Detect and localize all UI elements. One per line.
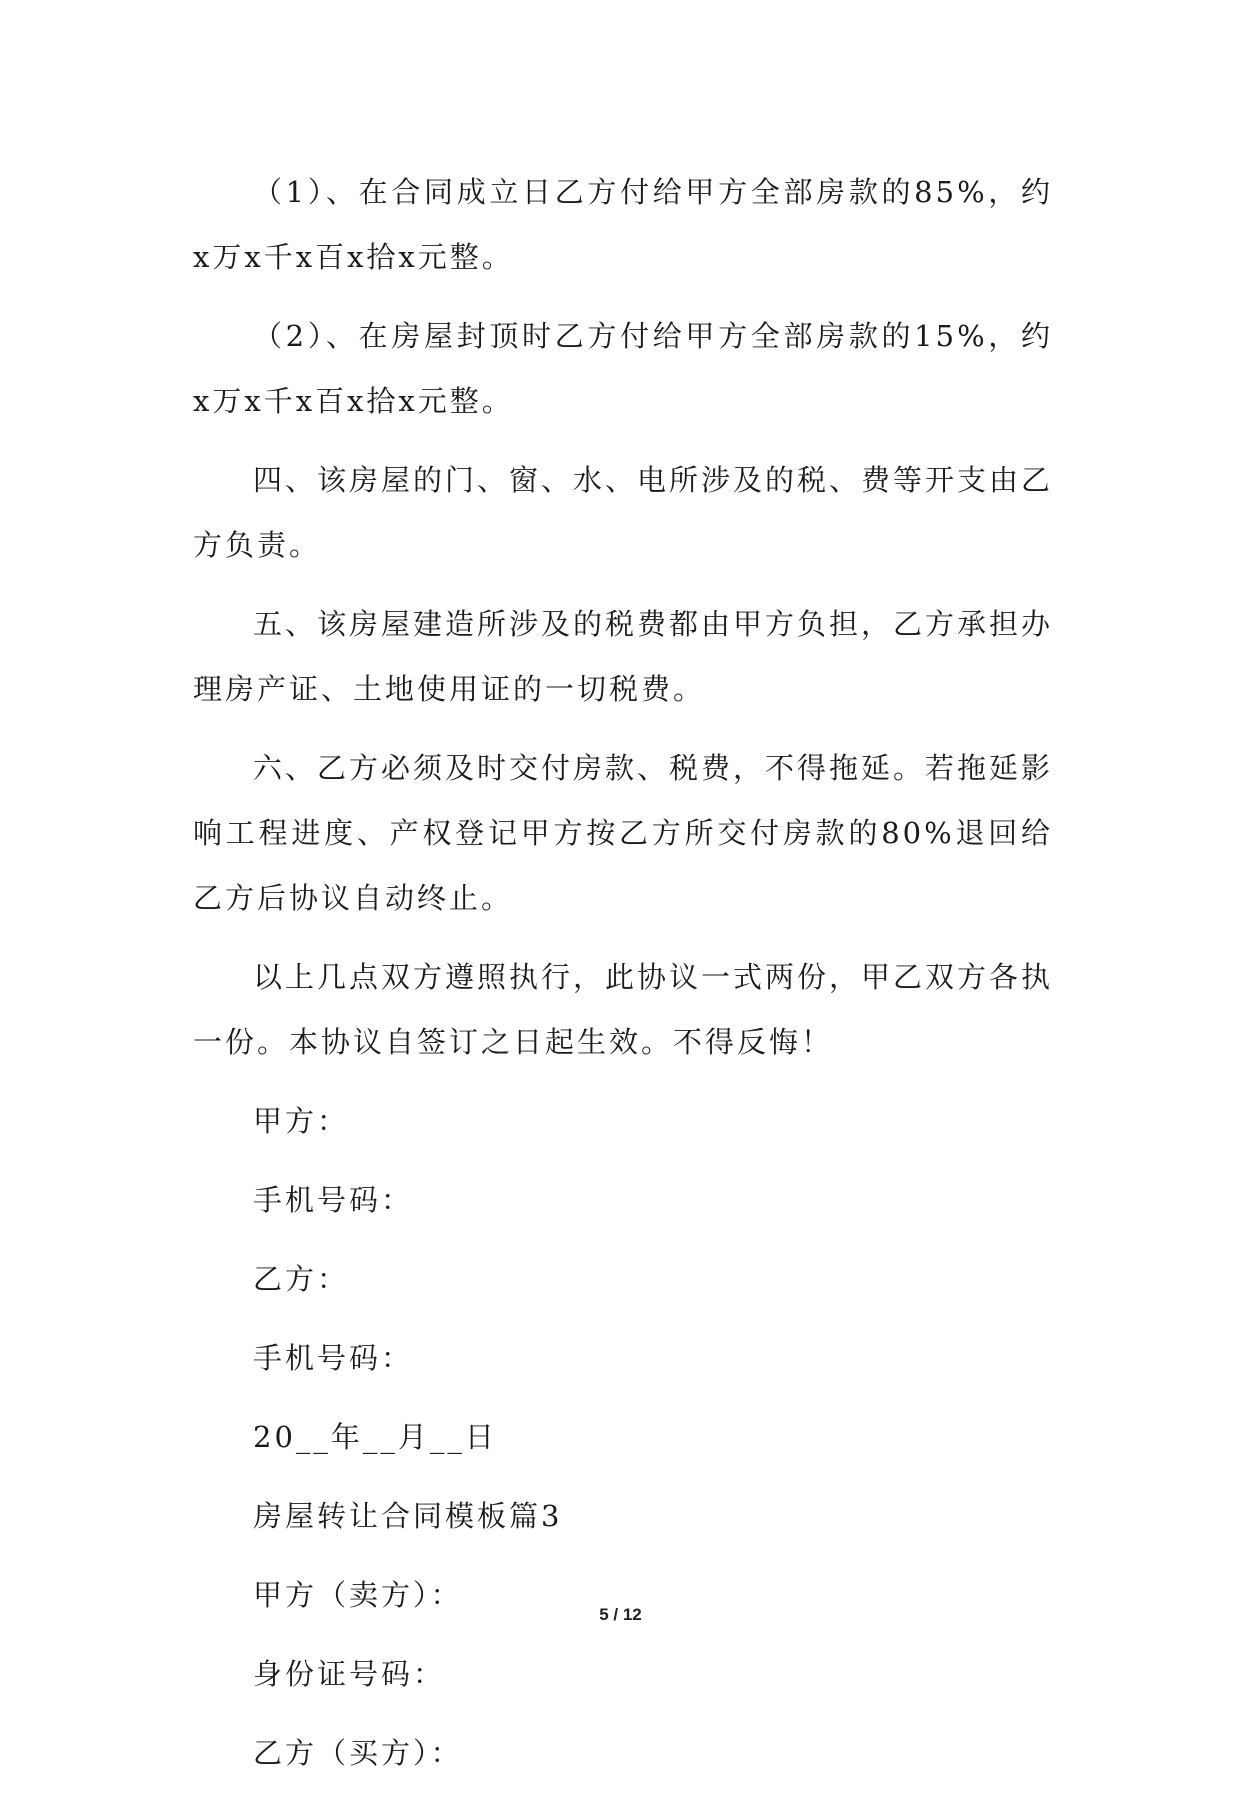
clause-six: 六、乙方必须及时交付房款、税费，不得拖延。若拖延影响工程进度、产权登记甲方按乙方所交付房款的80%退回给乙方后协议自动终止。 <box>193 751 1054 915</box>
clause-four: 四、该房屋的门、窗、水、电所涉及的税、费等开支由乙方负责。 <box>193 463 1054 562</box>
document-body <box>193 160 1053 1800</box>
paragraph-payment-2: （2）、在房屋封顶时乙方付给甲方全部房款的15%，约x万x千x百x拾x元整。 <box>193 319 1053 418</box>
seller-label: 甲方（卖方）： <box>253 1578 463 1612</box>
section-heading: 房屋转让合同模板篇3 <box>253 1499 563 1533</box>
party-a-phone-label: 手机号码： <box>253 1183 414 1217</box>
party-b-label: 乙方： <box>253 1262 350 1296</box>
clause-five: 五、该房屋建造所涉及的税费都由甲方负担，乙方承担办理房产证、土地使用证的一切税费。 <box>193 607 1054 706</box>
closing-statement: 以上几点双方遵照执行，此协议一式两份，甲乙双方各执一份。本协议自签订之日起生效。不得反悔！ <box>193 960 1054 1059</box>
page-number: 5 / 12 <box>599 1605 642 1624</box>
party-a-label: 甲方： <box>253 1104 350 1138</box>
date-line: 20__年__月__日 <box>253 1420 497 1454</box>
paragraph-payment-1: （1）、在合同成立日乙方付给甲方全部房款的85%，约x万x千x百x拾x元整。 <box>193 175 1053 274</box>
party-b-phone-label: 手机号码： <box>253 1341 414 1375</box>
buyer-label: 乙方（买方）： <box>253 1736 463 1770</box>
id-number-label: 身份证号码： <box>253 1657 446 1691</box>
